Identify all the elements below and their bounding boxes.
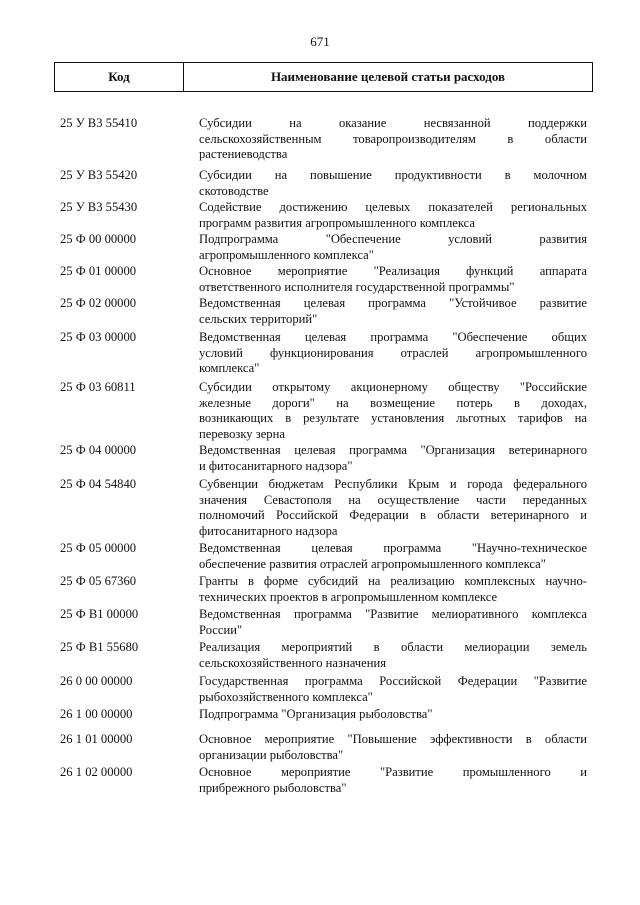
description-line: Реализация мероприятий в области мелиорации земель <box>199 640 587 654</box>
row-description <box>199 541 587 572</box>
description-line: Гранты в форме субсидий на реализацию комплексных научно- <box>199 574 587 588</box>
description-line: сельских территорий" <box>199 311 318 326</box>
description-line: Основное мероприятие "Повышение эффективности в области <box>199 732 587 746</box>
description-line: технических проектов в агропромышленном комплексе <box>199 589 498 604</box>
row-description <box>199 707 587 723</box>
row-description <box>199 330 587 377</box>
description-line: Субвенции бюджетам Республики Крым и города федерального <box>199 477 587 491</box>
row-code: 25 Ф 00 00000 <box>60 232 137 246</box>
row-code: 25 Ф 05 67360 <box>60 574 137 588</box>
description-line: Ведомственная целевая программа "Обеспечение общих <box>199 330 587 344</box>
row-code: 26 1 01 00000 <box>60 732 133 746</box>
description-line: значения Севастополя на осуществление части переданных <box>199 492 587 507</box>
row-code: 26 1 02 00000 <box>60 765 133 779</box>
row-description <box>199 765 587 796</box>
page-number: 671 <box>310 34 330 49</box>
row-code: 25 Ф 01 00000 <box>60 264 137 278</box>
row-code: 25 Ф 04 00000 <box>60 443 137 457</box>
row-description <box>199 640 587 671</box>
row-code: 25 Ф В1 55680 <box>60 640 139 654</box>
row-code: 25 Ф 05 00000 <box>60 541 137 555</box>
description-line: Ведомственная целевая программа "Устойчивое развитие <box>199 296 587 310</box>
description-line: Подпрограмма "Обеспечение условий развития <box>199 232 587 246</box>
row-description <box>199 443 587 474</box>
row-description <box>199 296 587 327</box>
description-line: перевозку зерна <box>199 426 285 441</box>
description-line: условий функционирования отраслей агропромышленного <box>199 345 587 360</box>
row-description <box>199 168 587 199</box>
description-line: России" <box>199 622 243 637</box>
row-code: 25 Ф 03 00000 <box>60 330 137 344</box>
description-line: комплекса" <box>199 361 260 376</box>
description-line: прибрежного рыболовства" <box>199 780 347 795</box>
description-line: сельскохозяйственного назначения <box>199 655 386 670</box>
description-line: Субсидии на оказание несвязанной поддержки <box>199 116 587 130</box>
row-description <box>199 232 587 263</box>
row-code: 25 Ф 02 00000 <box>60 296 137 310</box>
description-line: организации рыболовства" <box>199 747 344 762</box>
row-description <box>199 264 587 295</box>
description-line: ответственного исполнителя государственной программы" <box>199 279 515 294</box>
row-code: 26 0 00 00000 <box>60 674 133 688</box>
row-code: 25 У В3 55430 <box>60 200 138 214</box>
row-description <box>199 574 587 605</box>
row-description <box>199 674 587 705</box>
description-line: рыбохозяйственного комплекса" <box>199 689 373 704</box>
description-line: Ведомственная программа "Развитие мелиоративного комплекса <box>199 607 587 621</box>
row-description <box>199 732 587 763</box>
description-line: Государственная программа Российской Федерации "Развитие <box>199 674 587 688</box>
description-line: программ развития агропромышленного комплекса <box>199 215 475 230</box>
row-code: 26 1 00 00000 <box>60 707 133 721</box>
row-code: 25 У В3 55410 <box>60 116 138 130</box>
header-code: Код <box>55 63 184 91</box>
description-line: Ведомственная целевая программа "Научно-техническое <box>199 541 587 555</box>
row-description <box>199 607 587 638</box>
description-line: Основное мероприятие "Реализация функций аппарата <box>199 264 587 278</box>
description-line: фитосанитарного надзора <box>199 523 338 538</box>
row-code: 25 Ф В1 00000 <box>60 607 139 621</box>
description-line: скотоводстве <box>199 183 269 198</box>
header-name: Наименование целевой статьи расходов <box>270 69 506 84</box>
description-line: возникающих в результате установления льготных тарифов на <box>199 411 587 426</box>
description-line: и фитосанитарного надзора" <box>199 458 353 473</box>
row-description <box>199 116 587 163</box>
row-description <box>199 200 587 231</box>
row-code: 25 У В3 55420 <box>60 168 138 182</box>
description-line: сельскохозяйственным товаропроизводителям в области <box>199 131 587 146</box>
row-code: 25 Ф 04 54840 <box>60 477 137 491</box>
description-line: Субсидии открытому акционерному обществу "Российские <box>199 380 587 394</box>
row-description <box>199 380 587 442</box>
description-line: железные дороги" на возмещение потерь в доходах, <box>199 395 587 410</box>
row-description <box>199 477 587 539</box>
description-line: агропромышленного комплекса" <box>199 247 374 262</box>
description-line: Субсидии на повышение продуктивности в молочном <box>199 168 587 182</box>
description-line: Подпрограмма "Организация рыболовства" <box>199 707 433 721</box>
description-line: Основное мероприятие "Развитие промышленного и <box>199 765 587 779</box>
description-line: Ведомственная целевая программа "Организация ветеринарного <box>199 443 587 457</box>
description-line: растениеводства <box>199 147 288 162</box>
description-line: Содействие достижению целевых показателей региональных <box>199 200 587 214</box>
description-line: полномочий Российской Федерации в области ветеринарного и <box>199 508 587 523</box>
description-line: обеспечение развития отраслей агропромышленного комплекса" <box>199 556 546 571</box>
row-code: 25 Ф 03 60811 <box>60 380 136 394</box>
